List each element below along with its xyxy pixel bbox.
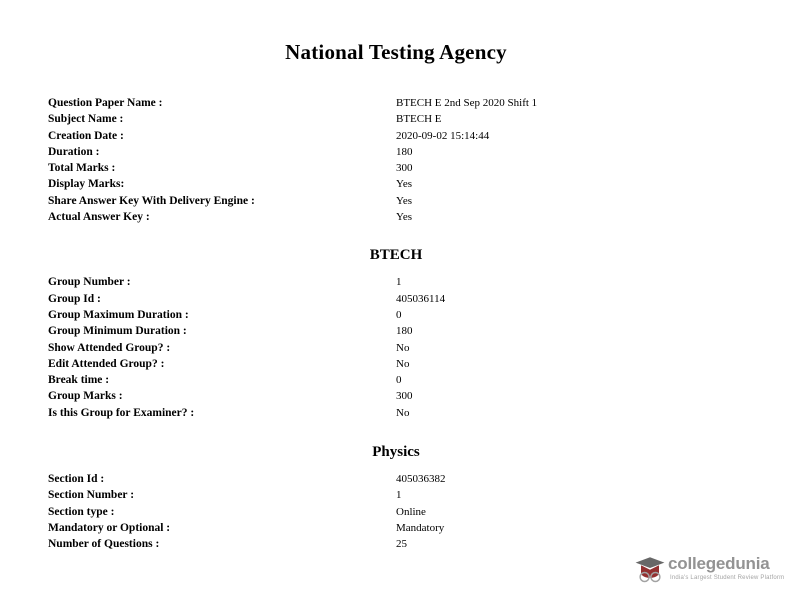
info-row <box>0 323 792 339</box>
info-row-label: Show Attended Group? : <box>48 341 171 354</box>
question-paper-info-block <box>0 95 792 225</box>
section-heading: Physics <box>372 444 420 461</box>
info-row <box>0 128 792 144</box>
info-row-label: Group Number : <box>48 276 131 289</box>
info-row <box>0 388 792 404</box>
info-row-value: Online <box>396 505 426 518</box>
info-row <box>0 144 792 160</box>
info-row <box>0 372 792 388</box>
info-row <box>0 193 792 209</box>
info-row-label: Section Number : <box>48 489 135 502</box>
group-info-block <box>0 274 792 421</box>
info-row-value: 0 <box>396 308 402 321</box>
info-row-label: Question Paper Name : <box>48 97 163 109</box>
info-row <box>0 340 792 356</box>
info-row-value: 25 <box>396 538 407 551</box>
info-row-value: No <box>396 341 410 354</box>
info-row-value: 1 <box>396 489 402 502</box>
info-row <box>0 520 792 536</box>
graduation-cap-icon <box>632 550 668 586</box>
info-row-value: 2020-09-02 15:14:44 <box>396 129 490 142</box>
info-row <box>0 471 792 487</box>
info-row <box>0 176 792 192</box>
info-row <box>0 111 792 127</box>
info-row-value: 405036114 <box>396 292 446 305</box>
info-row <box>0 504 792 520</box>
info-row <box>0 487 792 503</box>
info-row-label: Group Minimum Duration : <box>48 325 187 338</box>
info-row-value: 180 <box>396 325 413 338</box>
info-row-label: Mandatory or Optional : <box>48 521 171 534</box>
info-row-label: Number of Questions : <box>48 538 160 551</box>
info-row-value: 405036382 <box>396 473 446 486</box>
info-row-label: Group Id : <box>48 292 101 305</box>
info-row <box>0 291 792 307</box>
info-row-label: Share Answer Key With Delivery Engine : <box>48 194 255 207</box>
collegedunia-watermark <box>632 548 785 594</box>
info-row-value: Mandatory <box>396 521 445 534</box>
page-title: National Testing Agency <box>285 40 507 64</box>
info-row-value: Yes <box>396 178 413 191</box>
group-heading: BTECH <box>369 247 423 264</box>
info-row-value: No <box>396 357 410 370</box>
watermark-brand: collegedunia <box>668 554 770 573</box>
info-row-label: Break time : <box>48 374 110 387</box>
info-row-value: BTECH E <box>396 113 442 126</box>
info-row <box>0 356 792 372</box>
info-row-value: 300 <box>396 162 413 175</box>
info-row-value: 300 <box>396 390 413 403</box>
info-row-label: Section type : <box>48 505 115 518</box>
info-row-label: Is this Group for Examiner? : <box>48 406 195 419</box>
info-row-label: Edit Attended Group? : <box>48 357 165 370</box>
info-row-value: Yes <box>396 194 413 207</box>
info-row <box>0 209 792 225</box>
info-row-value: Yes <box>396 211 413 224</box>
watermark-tagline: India's Largest Student Review Platform <box>670 575 785 581</box>
info-row-value: BTECH E 2nd Sep 2020 Shift 1 <box>396 97 538 109</box>
section-info-block <box>0 471 792 552</box>
info-row-label: Creation Date : <box>48 129 124 142</box>
info-row <box>0 160 792 176</box>
info-row-label: Duration : <box>48 145 100 158</box>
info-row-label: Actual Answer Key : <box>48 211 150 224</box>
info-row-value: 1 <box>396 276 402 289</box>
info-row <box>0 307 792 323</box>
info-row-label: Subject Name : <box>48 113 124 126</box>
info-row <box>0 274 792 290</box>
info-row-value: 180 <box>396 145 413 158</box>
info-row-label: Group Marks : <box>48 390 123 403</box>
info-row <box>0 405 792 421</box>
info-row <box>0 95 792 111</box>
info-row-label: Total Marks : <box>48 162 116 175</box>
info-row-label: Section Id : <box>48 473 105 486</box>
info-row-value: No <box>396 406 410 419</box>
info-row-label: Group Maximum Duration : <box>48 308 189 321</box>
info-row-value: 0 <box>396 374 402 387</box>
info-row-label: Display Marks: <box>48 178 125 191</box>
